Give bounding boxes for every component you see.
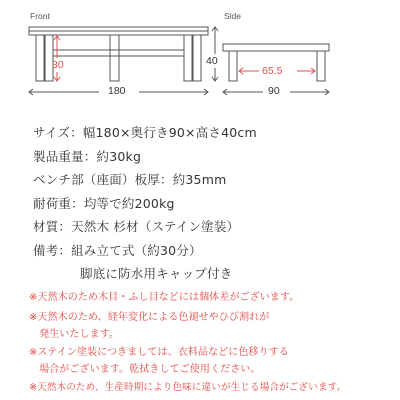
bench-dimension-diagram: [0, 0, 400, 100]
spec-remarks: 備考：組み立て式（約30分）: [33, 243, 202, 258]
note-line: ※天然木のため、経年変化による色褪せやひび割れが: [29, 312, 270, 323]
side-seat-top: [223, 44, 329, 51]
note-line: ※ステイン塗装につきましては、衣料品などに色移りする: [29, 347, 289, 358]
front-view-label: Front: [30, 11, 50, 21]
side-depth-label: 90: [268, 85, 280, 97]
side-leg-right: [317, 51, 325, 81]
spec-size: サイズ：幅180×奥行き90×高さ40cm: [33, 125, 257, 140]
note-line: 発生いたします。: [29, 329, 120, 340]
front-leg-right-outer: [193, 35, 201, 81]
note-line: ※天然木のため、生産時期により色味に違いが生じる場合がございます。: [29, 382, 347, 393]
front-length-label: 180: [108, 85, 126, 97]
spec-thickness: ベンチ部（座面）板厚：約35mm: [33, 172, 227, 187]
front-leg-left-outer: [36, 35, 44, 81]
side-leg-left: [229, 51, 237, 81]
spec-remarks-extra: 脚底に防水用キャップ付き: [80, 266, 233, 281]
note-line: ※天然木のため木目・ふし目などには個体差がございます。: [29, 292, 300, 303]
note-line: 場合がございます。乾拭きしてご使用ください。: [29, 364, 261, 375]
spec-material: 材質：天然木 杉材（ステイン塗装）: [33, 219, 240, 234]
spec-weight: 製品重量：約30kg: [33, 149, 142, 164]
side-inner-span-label: 65.5: [262, 65, 283, 77]
side-view-label: Side: [224, 11, 242, 21]
spec-load: 耐荷重：均等で約200kg: [33, 196, 175, 211]
front-leg-right-inner: [184, 35, 192, 81]
front-height-label: 40: [206, 55, 218, 67]
front-leg-mid: [110, 35, 119, 81]
front-leg-left-inner: [45, 35, 53, 81]
front-leg-height-label: 30: [52, 59, 64, 71]
